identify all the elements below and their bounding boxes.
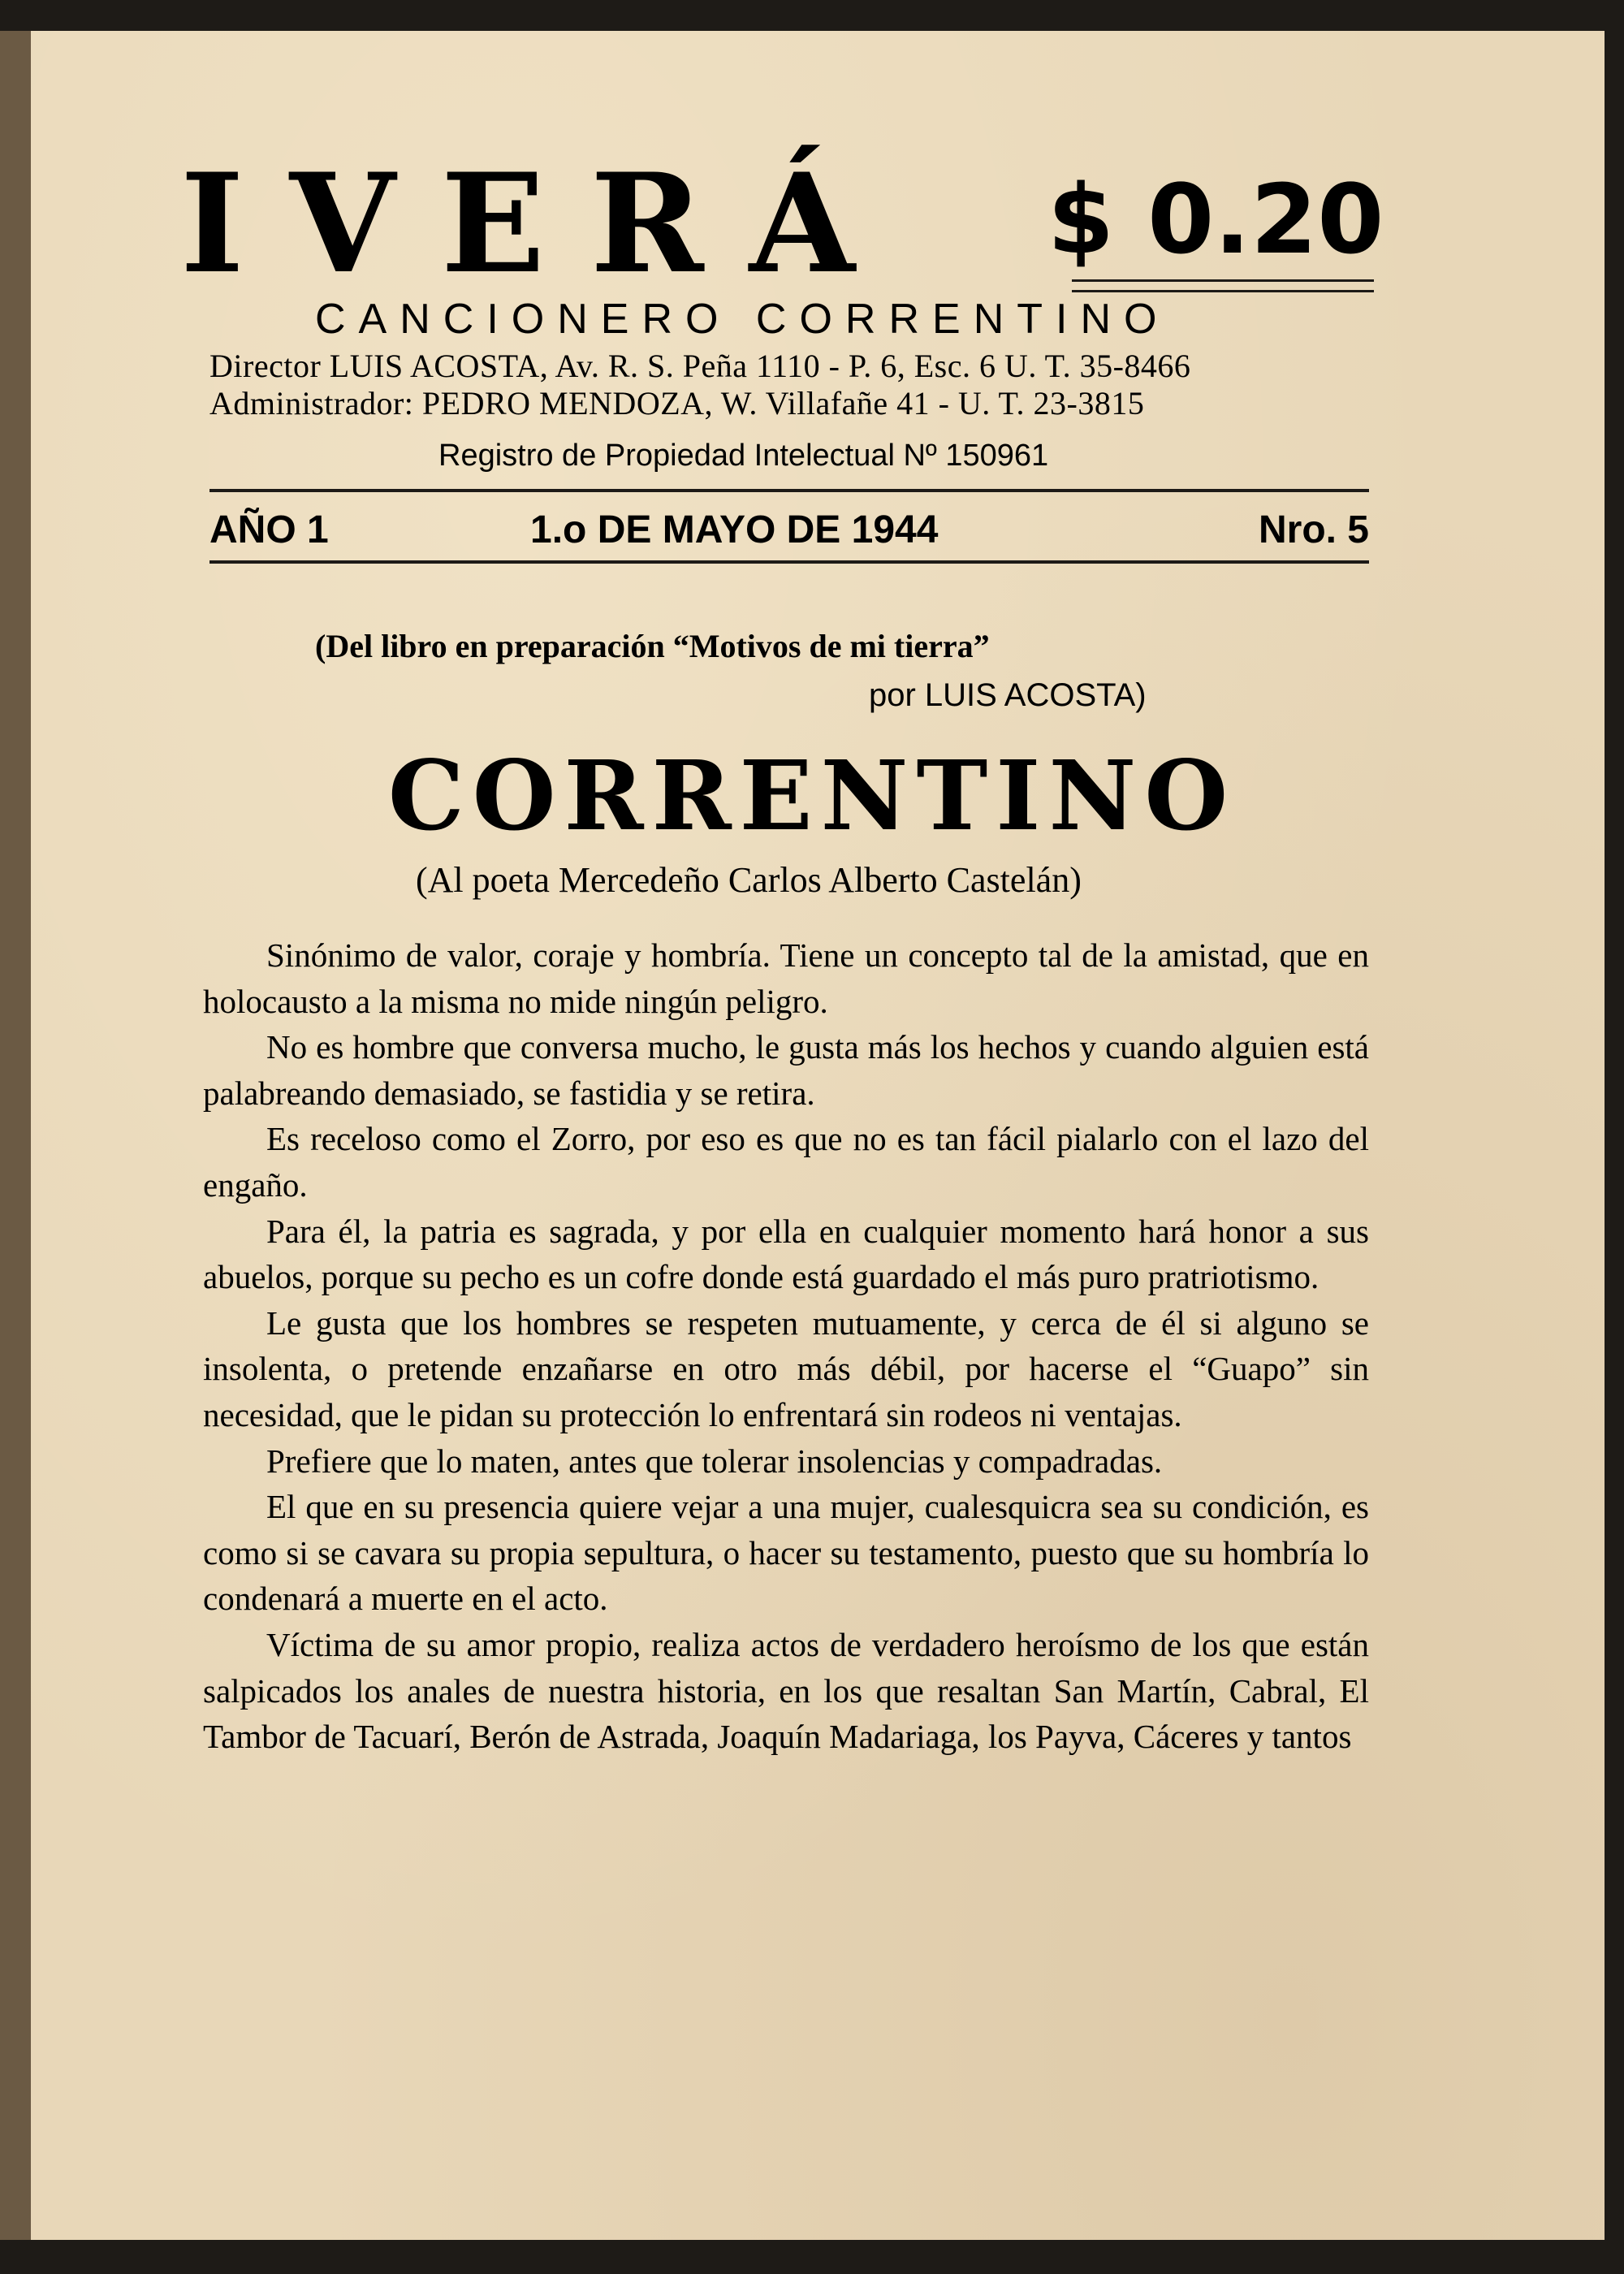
book-spine-edge: [0, 31, 31, 2240]
paragraph: Le gusta que los hombres se respeten mutuamente, y cerca de él si alguno se insolenta, o pretende enzañarse en otro más débil, por hacerse el “Guapo” sin necesidad, que le pidan su protección lo enfrentará sin rodeos ni ventajas.: [203, 1303, 1369, 1433]
registro-line: Registro de Propiedad Intelectual Nº 150961: [438, 439, 1049, 473]
magazine-subtitle: CANCIONERO CORRENTINO: [315, 296, 1170, 343]
administrador-line: Administrador: PEDRO MENDOZA, W. Villafañe 41 - U. T. 23-3815: [209, 385, 1145, 422]
issue-year: AÑO 1: [209, 508, 329, 551]
article-title: CORRENTINO: [387, 739, 1237, 852]
director-line: Director LUIS ACOSTA, Av. R. S. Peña 1110 - P. 6, Esc. 6 U. T. 35-8466: [209, 348, 1191, 384]
paragraph: Sinónimo de valor, coraje y hombría. Tiene un concepto tal de la amistad, que en holocausto a la misma no mide ningún peligro.: [203, 936, 1369, 1020]
paragraph: El que en su presencia quiere vejar a una mujer, cualesquicra sea su condición, es como si se cavara su propia sepultura, o hacer su testamento, puesto que su hombría lo condenará a muerte en el acto.: [203, 1488, 1369, 1618]
paragraph: Para él, la patria es sagrada, y por ella en cualquier momento hará honor a sus abuelos, porque su pecho es un cofre donde está guardado el más puro pratriotismo.: [203, 1212, 1369, 1296]
article-body: [203, 932, 1369, 1760]
paragraph: Prefiere que lo maten, antes que tolerar insolencias y compadradas.: [266, 1442, 1163, 1480]
top-rule: [209, 489, 1369, 492]
issue-info-bar: [209, 502, 1369, 559]
paragraph: Víctima de su amor propio, realiza actos de verdadero heroísmo de los que están salpicados los anales de nuestra historia, en los que resaltan San Martín, Cabral, El Tambor de Tacuarí, Berón de Astrada, Joaquín Madariaga, los Payva, Cáceres y tantos: [203, 1625, 1369, 1756]
article-author: por LUIS ACOSTA): [869, 677, 1147, 713]
price-label: $ 0.20: [1047, 163, 1384, 275]
article-dedication: (Al poeta Mercedeño Carlos Alberto Castelán): [416, 860, 1082, 900]
bottom-rule: [209, 560, 1369, 564]
paragraph: Es receloso como el Zorro, por eso es que no es tan fácil pialarlo con el lazo del engaño.: [203, 1120, 1369, 1204]
article-source: (Del libro en preparación “Motivos de mi tierra”: [315, 628, 990, 664]
paragraph: No es hombre que conversa mucho, le gusta más los hechos y cuando alguien está palabreando demasiado, se fastidia y se retira.: [203, 1028, 1369, 1112]
article-title-wrap: [0, 739, 1624, 853]
magazine-title: IVERÁ: [180, 143, 901, 304]
issue-number: Nro. 5: [1258, 508, 1369, 551]
issue-date: 1.o DE MAYO DE 1944: [530, 508, 939, 551]
